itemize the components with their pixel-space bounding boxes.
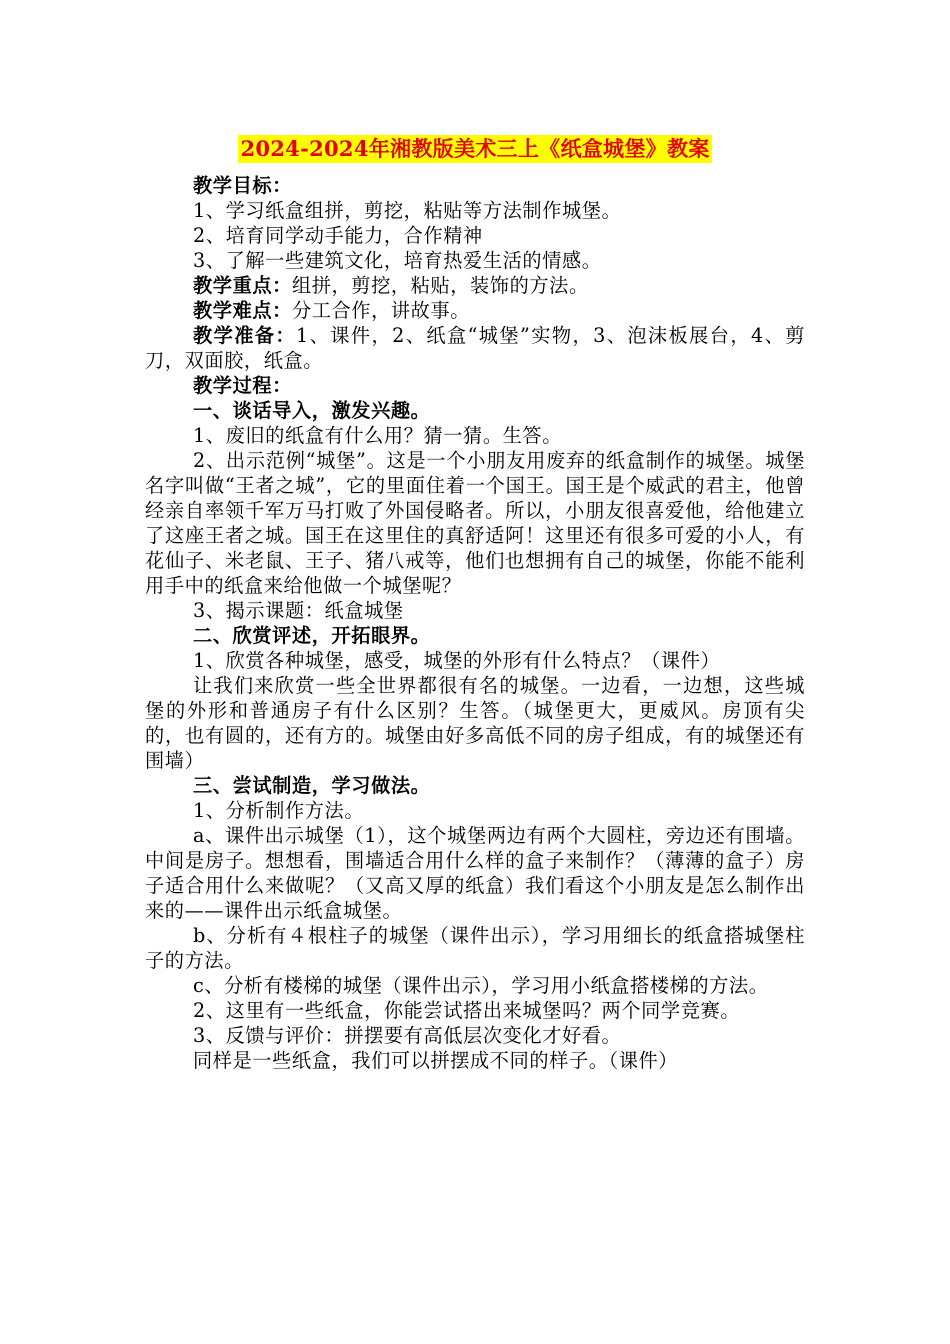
- section-paragraph: 1、欣赏各种城堡，感受，城堡的外形有什么特点？（课件）: [193, 649, 721, 672]
- key-points-text: 组拼，剪挖，粘贴，装饰的方法。: [291, 274, 589, 297]
- title-block: [145, 135, 805, 163]
- key-points-paragraph: [145, 273, 805, 298]
- process-heading: 教学过程：: [193, 374, 292, 397]
- section-paragraph: 1、分析制作方法。: [193, 799, 365, 822]
- section-paragraph: 同样是一些纸盒，我们可以拼摆成不同的样子。（课件）: [193, 1049, 679, 1072]
- difficulties-label: 教学难点：: [193, 299, 292, 322]
- key-points-label: 教学重点：: [193, 274, 292, 297]
- section-paragraph: 2、出示范例“城堡”。这是一个小朋友用废弃的纸盒制作的城堡。城堡名字叫做“王者之城”，它的里面住着一个国王。国王是个威武的君主，他曾经亲自率领千军万马打败了外国侵略者。所以，小朋友很喜爱他，给他建立了这座王者之城。国王在这里住的真舒适阿！这里还有很多可爱的小人，有花仙子、米老鼠、王子、猪八戒等，他们也想拥有自己的城堡，你能不能利用手中的纸盒来给他做一个城堡呢？: [145, 449, 805, 597]
- goal-item: 1、学习纸盒组拼，剪挖，粘贴等方法制作城堡。: [193, 199, 622, 222]
- preparation-label: 教学准备：: [193, 324, 297, 347]
- section-paragraph: c、分析有楼梯的城堡（课件出示），学习用小纸盒搭楼梯的方法。: [193, 974, 769, 997]
- section-paragraph: 1、废旧的纸盒有什么用？猜一猜。生答。: [193, 424, 562, 447]
- section-paragraph: a、课件出示城堡（1），这个城堡两边有两个大圆柱，旁边还有围墙。中间是房子。想想看，围墙适合用什么样的盒子来制作？（薄薄的盒子）房子适合用什么来做呢？（又高又厚的纸盒）我们看这个小朋友是怎么制作出来的——课件出示纸盒城堡。: [145, 824, 805, 922]
- document-title: 2024-2024年湘教版美术三上《纸盒城堡》教案: [240, 136, 710, 161]
- difficulties-paragraph: [145, 298, 805, 323]
- section-paragraph: 3、反馈与评价：拼摆要有高低层次变化才好看。: [193, 1024, 622, 1047]
- goal-item: 3、了解一些建筑文化，培育热爱生活的情感。: [193, 249, 602, 272]
- section-paragraph: 2、这里有一些纸盒，你能尝试搭出来城堡吗？两个同学竞赛。: [193, 999, 741, 1022]
- preparation-text: 1、课件，2、纸盒“城堡”实物，3、泡沫板展台，4、剪刀，双面胶，纸盒。: [145, 324, 805, 372]
- section-heading: 一、谈话导入，激发兴趣。: [193, 399, 431, 422]
- section-paragraph: 3、揭示课题：纸盒城堡: [193, 599, 404, 622]
- goals-heading: 教学目标：: [193, 174, 292, 197]
- preparation-paragraph: [145, 323, 805, 373]
- section-heading: 三、尝试制造，学习做法。: [193, 774, 431, 797]
- document-page: [145, 135, 805, 1073]
- difficulties-text: 分工合作，讲故事。: [291, 299, 471, 322]
- section-paragraph: b、分析有４根柱子的城堡（课件出示），学习用细长的纸盒搭城堡柱子的方法。: [145, 924, 805, 972]
- section-paragraph: 让我们来欣赏一些全世界都很有名的城堡。一边看，一边想，这些城堡的外形和普通房子有什么区别？生答。（城堡更大，更威风。房顶有尖的，也有圆的，还有方的。城堡由好多高低不同的房子组成，有的城堡还有围墙）: [145, 674, 805, 772]
- goal-item: 2、培育同学动手能力，合作精神: [193, 224, 483, 247]
- section-heading: 二、欣赏评述，开拓眼界。: [193, 624, 431, 647]
